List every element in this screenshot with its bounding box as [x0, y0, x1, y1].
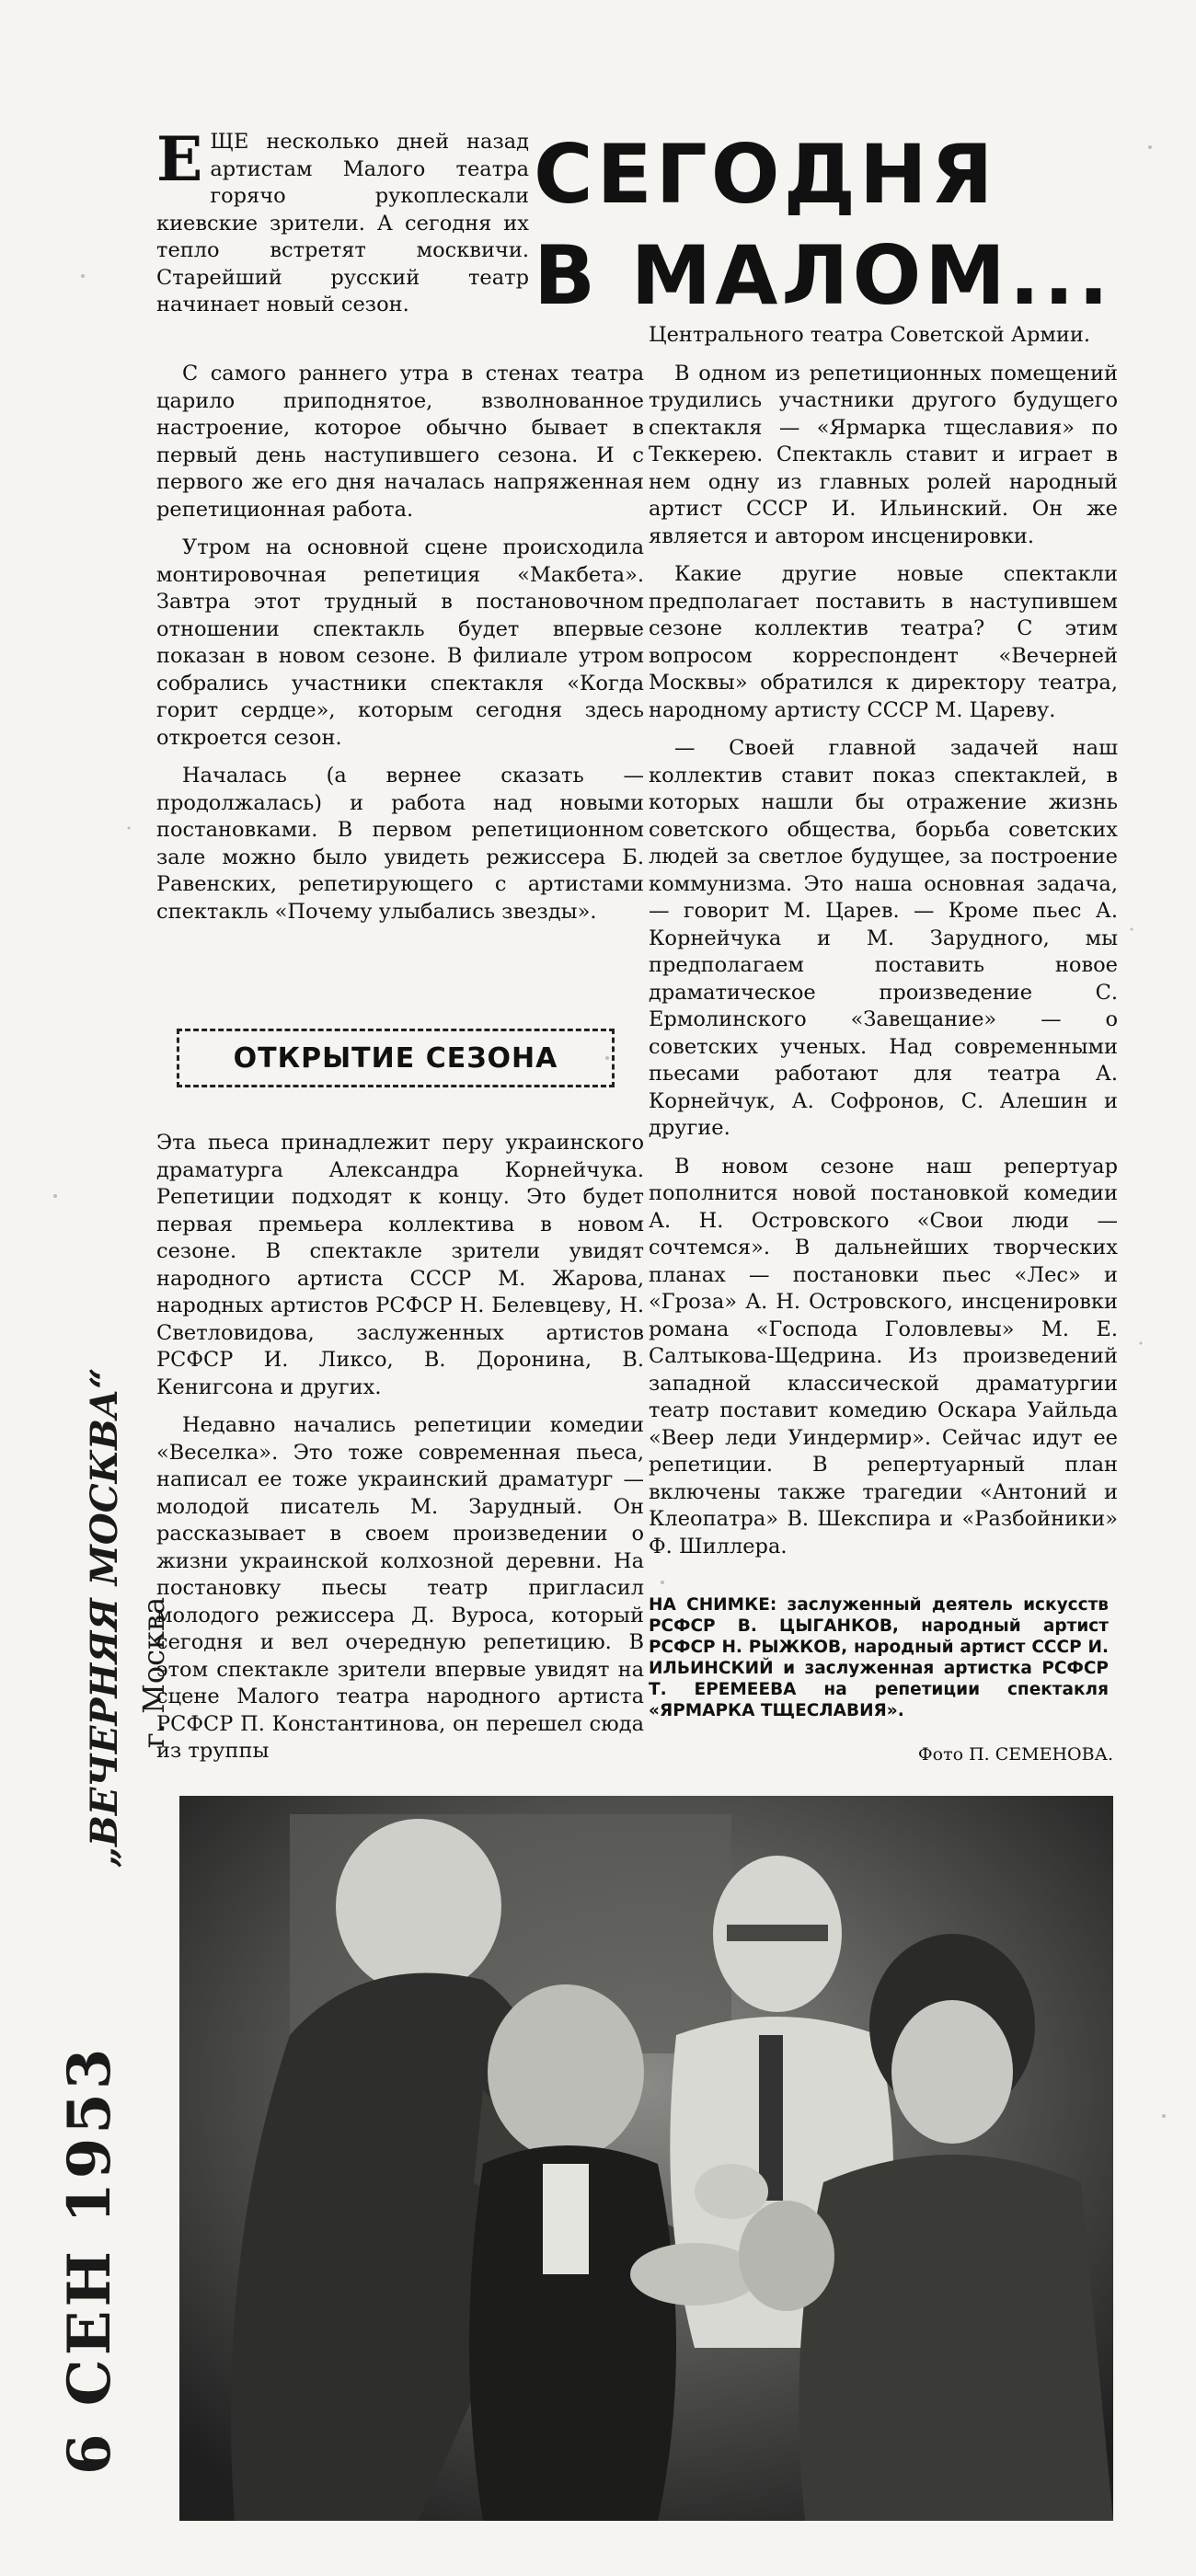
drop-cap: Е [156, 123, 203, 195]
paragraph: Утром на основной сцене происходила монтировочная репетиция «Макбета». Завтра этот трудный в постановочном отношении спектакль будет впервые показан в новом сезоне. В филиале утром собрались участники спектакля «Когда горит сердце», которым сегодня здесь откроется сезон. [156, 535, 644, 750]
caption-text: заслуженный деятель искусств РСФСР В. ЦЫГАНКОВ, народный артист РСФСР Н. РЫЖКОВ, народный артист СССР И. ИЛЬИНСКИЙ и заслуженная артистка РСФСР Т. ЕРЕМЕЕВА на репетиции спектакля «ЯРМАРКА ТЩЕСЛАВИЯ». [649, 1595, 1109, 1720]
rehearsal-photo [179, 1796, 1113, 2521]
paragraph: Началась (а вернее сказать — продолжалась) и работа над новыми постановками. В первом репетиционном зале можно было увидеть режиссера Б. Равенских, репетирующего с артистами спектакль «Почему улыбались звезды». [156, 764, 644, 924]
photo-credit: Фото П. СЕМЕНОВА. [917, 1744, 1113, 1765]
masthead-date: 6 СЕН 1953 [55, 2044, 124, 2475]
masthead-paper-name: „ВЕЧЕРНЯЯ МОСКВА“ [83, 1367, 126, 1868]
intro-text: ЩЕ несколько дней назад артистам Малого театра горячо рукоплескали киевские зрители. А сегодня их тепло встретят москвичи. Старейший русский театр начинает новый сезон. [156, 130, 529, 316]
left-bottom-column [156, 1130, 644, 1777]
left-column [156, 361, 644, 937]
paragraph: Эта пьеса принадлежит перу украинского драматурга Александра Корнейчука. Репетиции подходят к концу. Это будет первая премьера коллектива в новом сезоне. В спектакле зрители увидят народного артиста СССР М. Жарова, народных артистов РСФСР Н. Белевцеву, Н. Светловидова, заслуженных артистов РСФСР И. Ликсо, В. Доронина, В. Кенигсона и других. [156, 1131, 644, 1399]
paragraph: В одном из репетиционных помещений трудились участники другого будущего спектакля — «Ярмарка тщеславия» по Теккерею. Спектакль ставит и играет в нем одну из главных ролей народный артист СССР И. Ильинский. Он же является и автором инсценировки. [649, 361, 1118, 548]
right-column [649, 322, 1118, 1571]
section-heading: ОТКРЫТИЕ СЕЗОНА [177, 1029, 615, 1087]
headline-line-1: СЕГОДНЯ [534, 127, 997, 222]
paragraph: С самого раннего утра в стенах театра царило приподнятое, взволнованное настроение, которое обычно бывает в первый день наступившего сезона. И с первого же его дня началась напряженная репетиционная работа. [156, 362, 644, 522]
paragraph: В новом сезоне наш репертуар пополнится новой постановкой комедии А. Н. Островского «Свои люди — сочтемся». В дальнейших творческих планах — постановки пьес «Лес» и «Гроза» А. Н. Островского, инсценировки романа «Господа Головлевы» М. Е. Салтыкова-Щедрина. Из произведений западной классической драматургии театр поставит комедию Оскара Уайльда «Веер леди Уиндермир». Сейчас идут ее репетиции. В репертуарный план включены также трагедии «Антоний и Клеопатра» В. Шекспира и «Разбойники» Ф. Шиллера. [649, 1154, 1118, 1558]
headline-line-2: В МАЛОМ... [534, 228, 1113, 323]
photo-illustration [179, 1796, 1113, 2521]
paragraph: Центрального театра Советской Армии. [649, 323, 1091, 347]
masthead-city: г. Москва [136, 1596, 171, 1748]
photo-caption [649, 1594, 1109, 1721]
article-headline [534, 124, 1122, 327]
paragraph: — Своей главной задачей наш коллектив ставит показ спектаклей, в которых нашли бы отражение жизнь советского общества, борьба советских людей за светлое будущее, за построение коммунизма. Это наша основная задача, — говорит М. Царев. — Кроме пьес А. Корнейчука и М. Зарудного, мы предполагаем поставить новое драматическое произведение С. Ермолинского «Завещание» — о советских ученых. Над современными пьесами работают для театра А. Корнейчук, А. Софронов, С. Алешин и другие. [649, 736, 1118, 1140]
caption-lead: НА СНИМКЕ: [649, 1595, 777, 1615]
paragraph: Какие другие новые спектакли предполагает поставить в наступившем сезоне коллектив театра? С этим вопросом корреспондент «Вечерней Москвы» обратился к директору театра, народному артисту СССР М. Цареву. [649, 562, 1118, 722]
intro-paragraph [156, 123, 529, 330]
masthead-strip [18, 1367, 175, 2512]
paragraph: Недавно начались репетиции комедии «Веселка». Это тоже современная пьеса, написал ее тоже украинский драматург — молодой писатель М. Зарудный. Он рассказывает в своем произведении о жизни украинской колхозной деревни. На постановку пьесы театр пригласил молодого режиссера Д. Вуроса, который сегодня и вел очередную репетицию. В этом спектакле зрители впервые увидят на сцене Малого театра народного артиста РСФСР П. Константинова, он перешел сюда из труппы [156, 1413, 644, 1763]
